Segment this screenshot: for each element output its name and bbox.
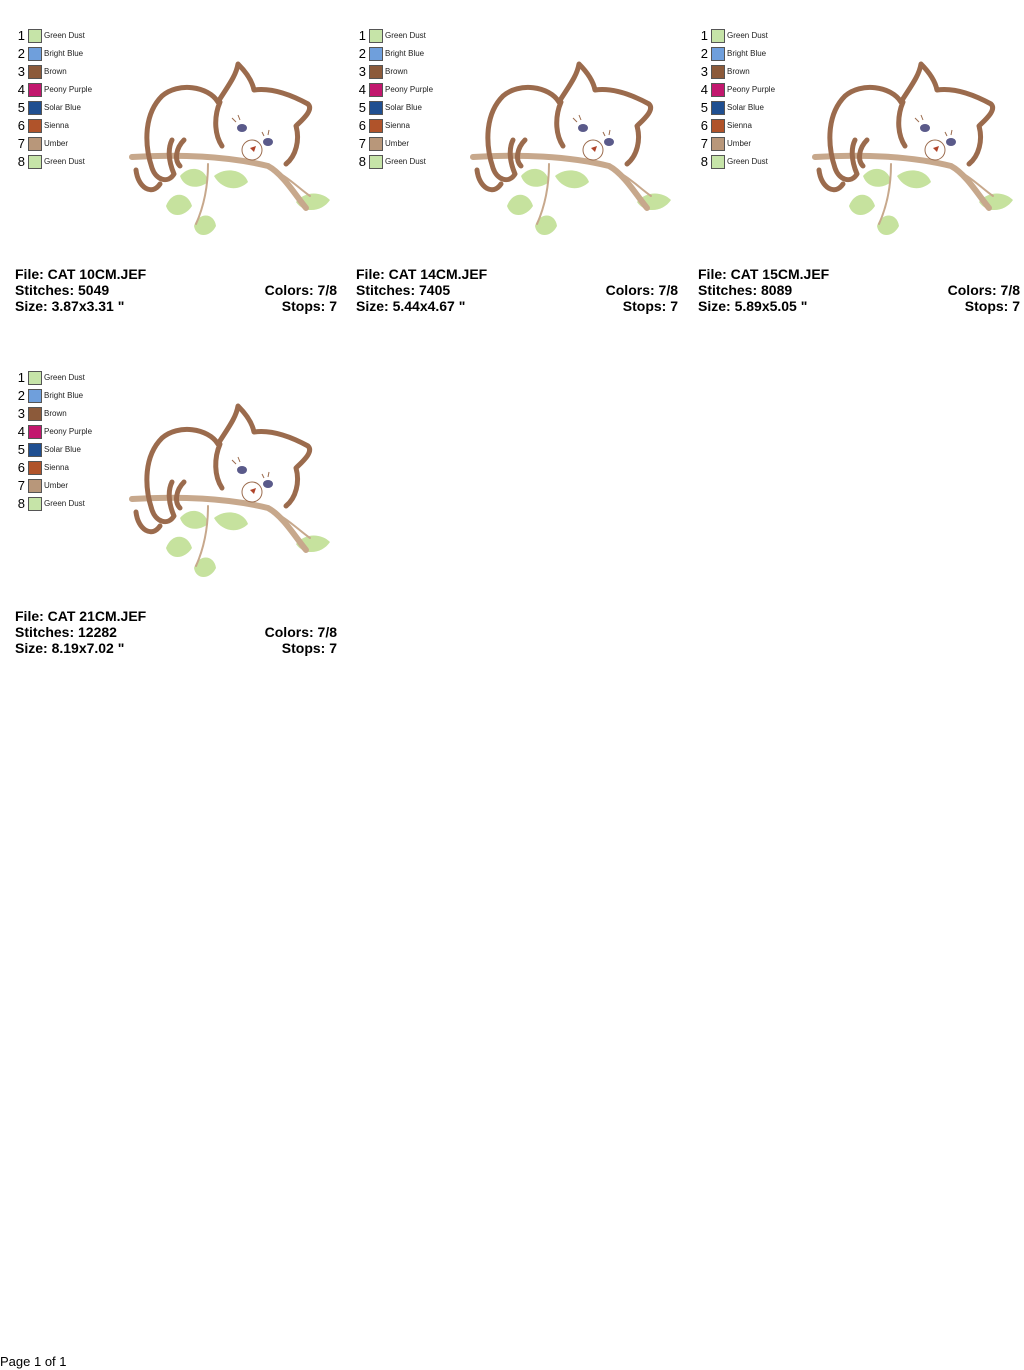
cat-nose [250, 488, 256, 494]
palette-color-name: Solar Blue [727, 103, 764, 112]
color-count: Colors: 7/8 [605, 282, 678, 298]
design-size: Size: 5.89x5.05 " [698, 298, 808, 314]
leaf [180, 511, 208, 529]
palette-row [15, 388, 125, 406]
palette-number: 3 [700, 64, 708, 79]
palette-color-name: Solar Blue [385, 103, 422, 112]
palette-swatch [28, 47, 42, 61]
size-line [698, 298, 1020, 314]
stitch-count: Stitches: 12282 [15, 624, 117, 640]
palette-swatch [369, 119, 383, 133]
palette-row [698, 82, 808, 100]
leaf [555, 170, 589, 188]
palette-color-name: Peony Purple [44, 85, 93, 94]
design-card [10, 18, 337, 318]
palette-row [698, 64, 808, 82]
stitch-count: Stitches: 5049 [15, 282, 110, 298]
palette-swatch [711, 155, 725, 169]
palette-color-name: Peony Purple [44, 427, 93, 436]
palette-swatch [711, 47, 725, 61]
palette-color-name: Green Dust [385, 157, 426, 166]
palette-number: 8 [17, 496, 25, 511]
palette-swatch [28, 29, 42, 43]
leaf [214, 170, 248, 188]
palette-number: 8 [17, 154, 25, 169]
palette-number: 4 [700, 82, 708, 97]
palette-swatch [28, 497, 42, 511]
palette-number: 6 [358, 118, 366, 133]
cat-eye [946, 138, 956, 146]
palette-color-name: Green Dust [44, 373, 85, 382]
palette-swatch [28, 443, 42, 457]
stop-count: Stops: 7 [281, 640, 337, 656]
palette-number: 8 [700, 154, 708, 169]
palette-color-name: Sienna [44, 463, 69, 472]
palette-row [15, 118, 125, 136]
palette-color-name: Umber [727, 139, 752, 148]
palette-swatch [369, 155, 383, 169]
palette-number: 1 [700, 28, 708, 43]
palette-color-name: Bright Blue [44, 49, 84, 58]
palette-swatch [28, 407, 42, 421]
palette-row [15, 496, 125, 514]
palette-swatch [369, 137, 383, 151]
palette-row [15, 28, 125, 46]
leaf [180, 169, 208, 187]
palette-color-name: Solar Blue [44, 445, 81, 454]
palette-swatch [711, 65, 725, 79]
file-line [15, 608, 337, 624]
palette-color-name: Umber [44, 139, 69, 148]
palette-color-name: Brown [44, 409, 67, 418]
palette-row [15, 82, 125, 100]
palette-swatch [28, 389, 42, 403]
palette-color-name: Bright Blue [385, 49, 425, 58]
cat-eye [237, 124, 247, 132]
palette-swatch [711, 83, 725, 97]
palette-number: 4 [358, 82, 366, 97]
design-card [351, 18, 678, 318]
file-name: File: CAT 14CM.JEF [356, 266, 488, 282]
palette-color-name: Green Dust [385, 31, 426, 40]
palette-swatch [369, 47, 383, 61]
palette-number: 8 [358, 154, 366, 169]
palette-number: 2 [17, 388, 25, 403]
palette-swatch [369, 65, 383, 79]
palette-color-name: Peony Purple [727, 85, 776, 94]
palette-row [698, 154, 808, 172]
palette-row [15, 136, 125, 154]
leaf [521, 169, 549, 187]
stop-count: Stops: 7 [964, 298, 1020, 314]
design-size: Size: 3.87x3.31 " [15, 298, 125, 314]
palette-row [356, 154, 466, 172]
palette-swatch [369, 83, 383, 97]
palette-color-name: Sienna [727, 121, 752, 130]
eyelashes [232, 115, 269, 136]
file-line [698, 266, 1020, 282]
palette-swatch [28, 461, 42, 475]
cat-embroidery-preview [459, 56, 671, 246]
palette-number: 5 [700, 100, 708, 115]
palette-color-name: Peony Purple [385, 85, 434, 94]
palette-row [356, 100, 466, 118]
palette-row [15, 370, 125, 388]
leaf [863, 169, 891, 187]
file-line [356, 266, 678, 282]
cat-eye [263, 480, 273, 488]
file-info [698, 266, 1020, 314]
leaf [507, 195, 533, 215]
color-count: Colors: 7/8 [264, 624, 337, 640]
cat-eye [578, 124, 588, 132]
cat-cheek-outline [216, 444, 222, 488]
cat-embroidery-preview [118, 56, 330, 246]
palette-number: 7 [17, 478, 25, 493]
palette-swatch [28, 101, 42, 115]
palette-color-name: Green Dust [44, 31, 85, 40]
cat-nose [591, 146, 597, 152]
palette-number: 7 [358, 136, 366, 151]
palette-number: 7 [700, 136, 708, 151]
file-info [356, 266, 678, 314]
palette-number: 1 [17, 28, 25, 43]
palette-number: 5 [17, 442, 25, 457]
palette-number: 2 [17, 46, 25, 61]
stop-count: Stops: 7 [281, 298, 337, 314]
stitches-line [698, 282, 1020, 298]
palette-number: 6 [17, 118, 25, 133]
palette-color-name: Sienna [385, 121, 410, 130]
palette-swatch [28, 137, 42, 151]
size-line [15, 298, 337, 314]
color-count: Colors: 7/8 [264, 282, 337, 298]
cat-cheek-outline [557, 102, 563, 146]
palette-color-name: Green Dust [727, 157, 768, 166]
eyelashes [573, 115, 610, 136]
palette-color-name: Brown [44, 67, 67, 76]
cat-nose [933, 146, 939, 152]
palette-number: 6 [17, 460, 25, 475]
palette-number: 2 [700, 46, 708, 61]
palette-row [15, 478, 125, 496]
palette-row [356, 46, 466, 64]
palette-swatch [28, 155, 42, 169]
palette-number: 3 [17, 64, 25, 79]
palette-color-name: Umber [44, 481, 69, 490]
palette-row [698, 136, 808, 154]
stitches-line [15, 624, 337, 640]
stop-count: Stops: 7 [622, 298, 678, 314]
leaf [897, 170, 931, 188]
leaf [166, 195, 192, 215]
palette-swatch [28, 119, 42, 133]
leaf [849, 195, 875, 215]
file-line [15, 266, 337, 282]
palette-swatch [711, 119, 725, 133]
palette-swatch [28, 371, 42, 385]
palette-row [15, 424, 125, 442]
stitches-line [356, 282, 678, 298]
cat-cheek-outline [899, 102, 905, 146]
palette-color-name: Solar Blue [44, 103, 81, 112]
stitch-count: Stitches: 7405 [356, 282, 451, 298]
palette-row [15, 64, 125, 82]
palette-color-name: Sienna [44, 121, 69, 130]
palette-color-name: Brown [385, 67, 408, 76]
palette-row [15, 46, 125, 64]
leaf [214, 512, 248, 530]
palette-number: 7 [17, 136, 25, 151]
palette-color-name: Green Dust [727, 31, 768, 40]
cat-head-outline [218, 406, 310, 506]
palette-number: 1 [17, 370, 25, 385]
palette-color-name: Brown [727, 67, 750, 76]
file-name: File: CAT 15CM.JEF [698, 266, 830, 282]
palette-number: 1 [358, 28, 366, 43]
palette-row [698, 100, 808, 118]
page-number: Page 1 of 1 [0, 1354, 67, 1369]
palette-swatch [711, 101, 725, 115]
palette-swatch [28, 65, 42, 79]
file-info [15, 608, 337, 656]
cat-eye [604, 138, 614, 146]
palette-swatch [28, 425, 42, 439]
palette-number: 2 [358, 46, 366, 61]
palette-row [15, 100, 125, 118]
cat-eye [920, 124, 930, 132]
color-count: Colors: 7/8 [947, 282, 1020, 298]
palette-row [698, 28, 808, 46]
palette-number: 6 [700, 118, 708, 133]
palette-number: 4 [17, 82, 25, 97]
palette-color-name: Bright Blue [727, 49, 767, 58]
palette-row [356, 82, 466, 100]
leaf [166, 537, 192, 557]
palette-row [15, 442, 125, 460]
palette-color-name: Green Dust [44, 499, 85, 508]
cat-eye [237, 466, 247, 474]
palette-swatch [711, 29, 725, 43]
palette-swatch [711, 137, 725, 151]
palette-row [15, 154, 125, 172]
palette-number: 5 [17, 100, 25, 115]
palette-row [15, 460, 125, 478]
cat-head-outline [218, 64, 310, 164]
palette-swatch [369, 101, 383, 115]
palette-number: 5 [358, 100, 366, 115]
palette-row [356, 118, 466, 136]
file-name: File: CAT 21CM.JEF [15, 608, 147, 624]
file-name: File: CAT 10CM.JEF [15, 266, 147, 282]
palette-row [698, 46, 808, 64]
palette-color-name: Bright Blue [44, 391, 84, 400]
palette-number: 4 [17, 424, 25, 439]
cat-nose [250, 146, 256, 152]
design-card [10, 360, 337, 660]
cat-cheek-outline [216, 102, 222, 146]
cat-embroidery-preview [801, 56, 1013, 246]
size-line [356, 298, 678, 314]
cat-embroidery-preview [118, 398, 330, 588]
eyelashes [915, 115, 952, 136]
palette-color-name: Green Dust [44, 157, 85, 166]
palette-swatch [28, 479, 42, 493]
palette-row [356, 28, 466, 46]
palette-row [356, 136, 466, 154]
design-size: Size: 8.19x7.02 " [15, 640, 125, 656]
cat-head-outline [901, 64, 993, 164]
palette-row [356, 64, 466, 82]
design-card [693, 18, 1020, 318]
palette-swatch [28, 83, 42, 97]
palette-swatch [369, 29, 383, 43]
design-size: Size: 5.44x4.67 " [356, 298, 466, 314]
palette-number: 3 [358, 64, 366, 79]
eyelashes [232, 457, 269, 478]
palette-row [698, 118, 808, 136]
stitch-count: Stitches: 8089 [698, 282, 793, 298]
cat-head-outline [559, 64, 651, 164]
palette-number: 3 [17, 406, 25, 421]
cat-eye [263, 138, 273, 146]
palette-row [15, 406, 125, 424]
palette-color-name: Umber [385, 139, 410, 148]
stitches-line [15, 282, 337, 298]
file-info [15, 266, 337, 314]
size-line [15, 640, 337, 656]
